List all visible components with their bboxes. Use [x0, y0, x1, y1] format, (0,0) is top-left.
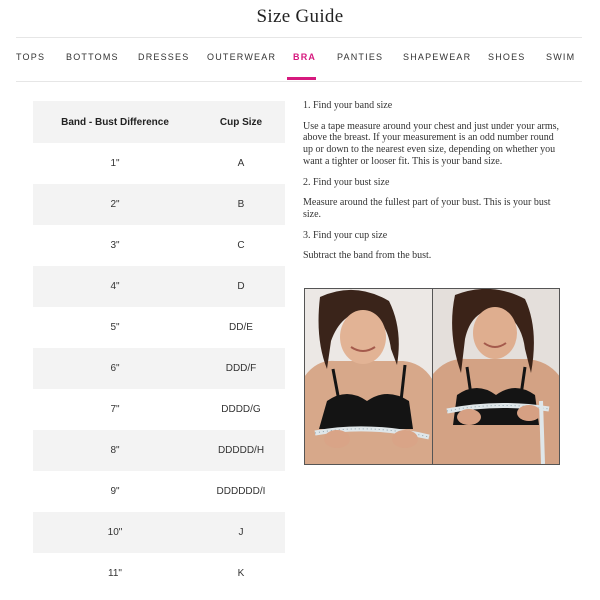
- cup-size-cell: D: [237, 281, 245, 292]
- band-bust-difference-cell: 9": [110, 486, 120, 497]
- column-header-cup-size: Cup Size: [219, 116, 263, 128]
- step-3-body: Subtract the band from the bust.: [303, 250, 432, 262]
- table-row: [33, 266, 285, 307]
- table-row: [33, 471, 285, 512]
- band-bust-difference-cell: 2": [110, 199, 120, 210]
- measurement-photos: [304, 288, 560, 465]
- step-3-title: 3. Find your cup size: [303, 229, 388, 241]
- band-bust-difference-cell: 6": [110, 363, 120, 374]
- table-header-row: [33, 101, 285, 143]
- table-row: [33, 225, 285, 266]
- tab-panties[interactable]: PANTIES: [337, 52, 384, 62]
- tab-swim[interactable]: SWIM: [546, 52, 576, 62]
- table-row: [33, 143, 285, 184]
- cup-size-cell: C: [237, 240, 245, 251]
- table-row: [33, 512, 285, 553]
- cup-size-cell: J: [238, 527, 244, 538]
- band-bust-difference-cell: 11": [108, 568, 122, 579]
- cup-size-cell: DDDDD/H: [217, 445, 265, 456]
- tab-shoes[interactable]: SHOES: [488, 52, 526, 62]
- step-2-title: 2. Find your bust size: [303, 176, 390, 188]
- tab-outerwear[interactable]: OUTERWEAR: [207, 52, 277, 62]
- bust-measurement-photo: [433, 289, 560, 464]
- cup-size-cell: K: [237, 568, 245, 579]
- band-bust-difference-cell: 3": [110, 240, 120, 251]
- band-bust-difference-cell: 7": [110, 404, 120, 415]
- tab-bottoms[interactable]: BOTTOMS: [66, 52, 119, 62]
- cup-size-cell: DDD/F: [225, 363, 257, 374]
- table-row: [33, 184, 285, 225]
- band-bust-difference-cell: 5": [110, 322, 120, 333]
- band-measurement-photo: [305, 289, 432, 464]
- band-bust-difference-cell: 4": [110, 281, 120, 292]
- active-tab-indicator: [287, 77, 316, 80]
- step-2-body: Measure around the fullest part of your bust. This is your bust size.: [303, 197, 551, 220]
- band-bust-difference-cell: 1": [110, 158, 120, 169]
- tab-shapewear[interactable]: SHAPEWEAR: [403, 52, 472, 62]
- table-row: [33, 307, 285, 348]
- band-bust-difference-cell: 8": [110, 445, 120, 456]
- table-row: [33, 553, 285, 594]
- cup-size-table: [33, 101, 285, 594]
- title-divider: [16, 37, 582, 38]
- page-title: Size Guide: [256, 6, 344, 27]
- measurement-instructions: [303, 100, 561, 271]
- tab-bra[interactable]: BRA: [293, 52, 317, 62]
- cup-size-cell: DD/E: [229, 322, 253, 333]
- table-row: [33, 430, 285, 471]
- step-1-title: 1. Find your band size: [303, 100, 393, 111]
- tab-dresses[interactable]: DRESSES: [138, 52, 190, 62]
- cup-size-cell: DDDDDD/I: [216, 486, 266, 497]
- category-tabs: [0, 52, 600, 78]
- band-bust-difference-cell: 10": [107, 527, 123, 538]
- cup-size-cell: DDDD/G: [221, 404, 261, 415]
- cup-size-cell: A: [237, 158, 245, 169]
- cup-size-cell: B: [237, 199, 245, 210]
- tabs-divider: [16, 81, 582, 82]
- column-header-band-bust-difference: Band - Bust Difference: [61, 116, 169, 128]
- table-row: [33, 348, 285, 389]
- step-1-body: Use a tape measure around your chest and just under your arms, above the breast. If your measurement is an odd number round up or down to the nearest even size, depending on whether you want a tighter or looser fit. This is your band size.: [303, 120, 560, 167]
- table-row: [33, 389, 285, 430]
- tab-tops[interactable]: TOPS: [16, 52, 46, 62]
